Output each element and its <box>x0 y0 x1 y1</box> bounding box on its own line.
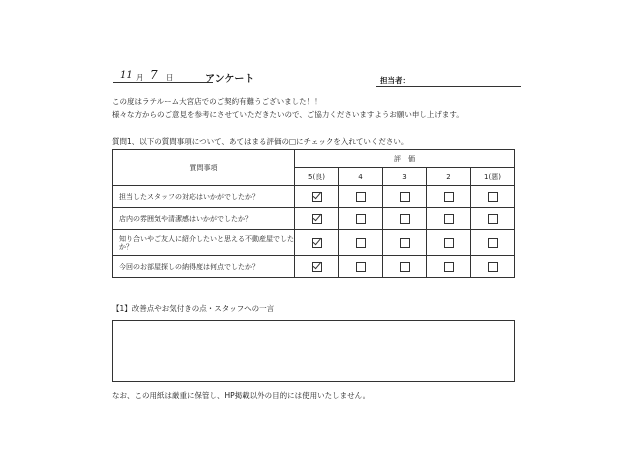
col-question-header: 質問事項 <box>113 150 295 186</box>
rating-checkbox-4[interactable] <box>356 262 366 272</box>
question-text: 店内の雰囲気や清潔感はいかがでしたか？ <box>113 208 295 230</box>
date-underline <box>113 82 213 83</box>
table-row <box>113 230 515 256</box>
rating-checkbox-3[interactable] <box>400 192 410 202</box>
scale-1-header: 1(悪) <box>471 168 515 186</box>
intro-line-2: 様々な方からのご意見を参考にさせていただきたいので、ご協力くださいますようお願い申し上げます。 <box>112 110 464 119</box>
rating-checkbox-3[interactable] <box>400 262 410 272</box>
rating-checkbox-1[interactable] <box>488 262 498 272</box>
day-unit: 日 <box>166 73 174 82</box>
rating-checkbox-5[interactable] <box>312 262 322 272</box>
month-value: 11 <box>120 70 133 81</box>
comment-heading: 【1】改善点やお気付きの点・スタッフへの一言 <box>112 304 275 313</box>
scale-3-header: 3 <box>383 168 427 186</box>
survey-title: アンケート <box>205 74 255 85</box>
table-row <box>113 186 515 208</box>
rating-checkbox-1[interactable] <box>488 192 498 202</box>
rating-checkbox-3[interactable] <box>400 238 410 248</box>
rating-checkbox-4[interactable] <box>356 192 366 202</box>
rating-checkbox-5[interactable] <box>312 238 322 248</box>
col-rating-header: 評 価 <box>295 150 515 168</box>
scale-5-header: 5(良) <box>295 168 339 186</box>
question-text: 知り合いやご友人に紹介したいと思える不動産屋でしたか？ <box>113 230 295 256</box>
staff-label: 担当者： <box>380 76 410 85</box>
rating-checkbox-5[interactable] <box>312 214 322 224</box>
question-text: 今回のお部屋探しの納得度は何点でしたか？ <box>113 256 295 278</box>
day-value: 7 <box>150 68 158 82</box>
rating-checkbox-4[interactable] <box>356 214 366 224</box>
scale-2-header: 2 <box>427 168 471 186</box>
rating-checkbox-2[interactable] <box>444 238 454 248</box>
rating-checkbox-4[interactable] <box>356 238 366 248</box>
comment-box[interactable] <box>112 320 515 382</box>
rating-checkbox-2[interactable] <box>444 214 454 224</box>
survey-table <box>112 149 515 278</box>
staff-underline <box>376 86 521 87</box>
scale-4-header: 4 <box>339 168 383 186</box>
footer-note: なお、この用紙は厳重に保管し、HP掲載以外の目的には使用いたしません。 <box>112 391 371 400</box>
question1-heading: 質問1、以下の質問事項について、あてはまる評価の□にチェックを入れていください。 <box>112 137 409 146</box>
month-unit: 月 <box>136 73 144 82</box>
rating-checkbox-2[interactable] <box>444 192 454 202</box>
rating-checkbox-1[interactable] <box>488 214 498 224</box>
table-row <box>113 256 515 278</box>
intro-line-1: この度はラテルーム大宮店でのご契約有難うございました！！ <box>112 97 322 106</box>
table-row <box>113 208 515 230</box>
rating-checkbox-1[interactable] <box>488 238 498 248</box>
rating-checkbox-3[interactable] <box>400 214 410 224</box>
rating-checkbox-2[interactable] <box>444 262 454 272</box>
question-text: 担当したスタッフの対応はいかがでしたか？ <box>113 186 295 208</box>
rating-checkbox-5[interactable] <box>312 192 322 202</box>
